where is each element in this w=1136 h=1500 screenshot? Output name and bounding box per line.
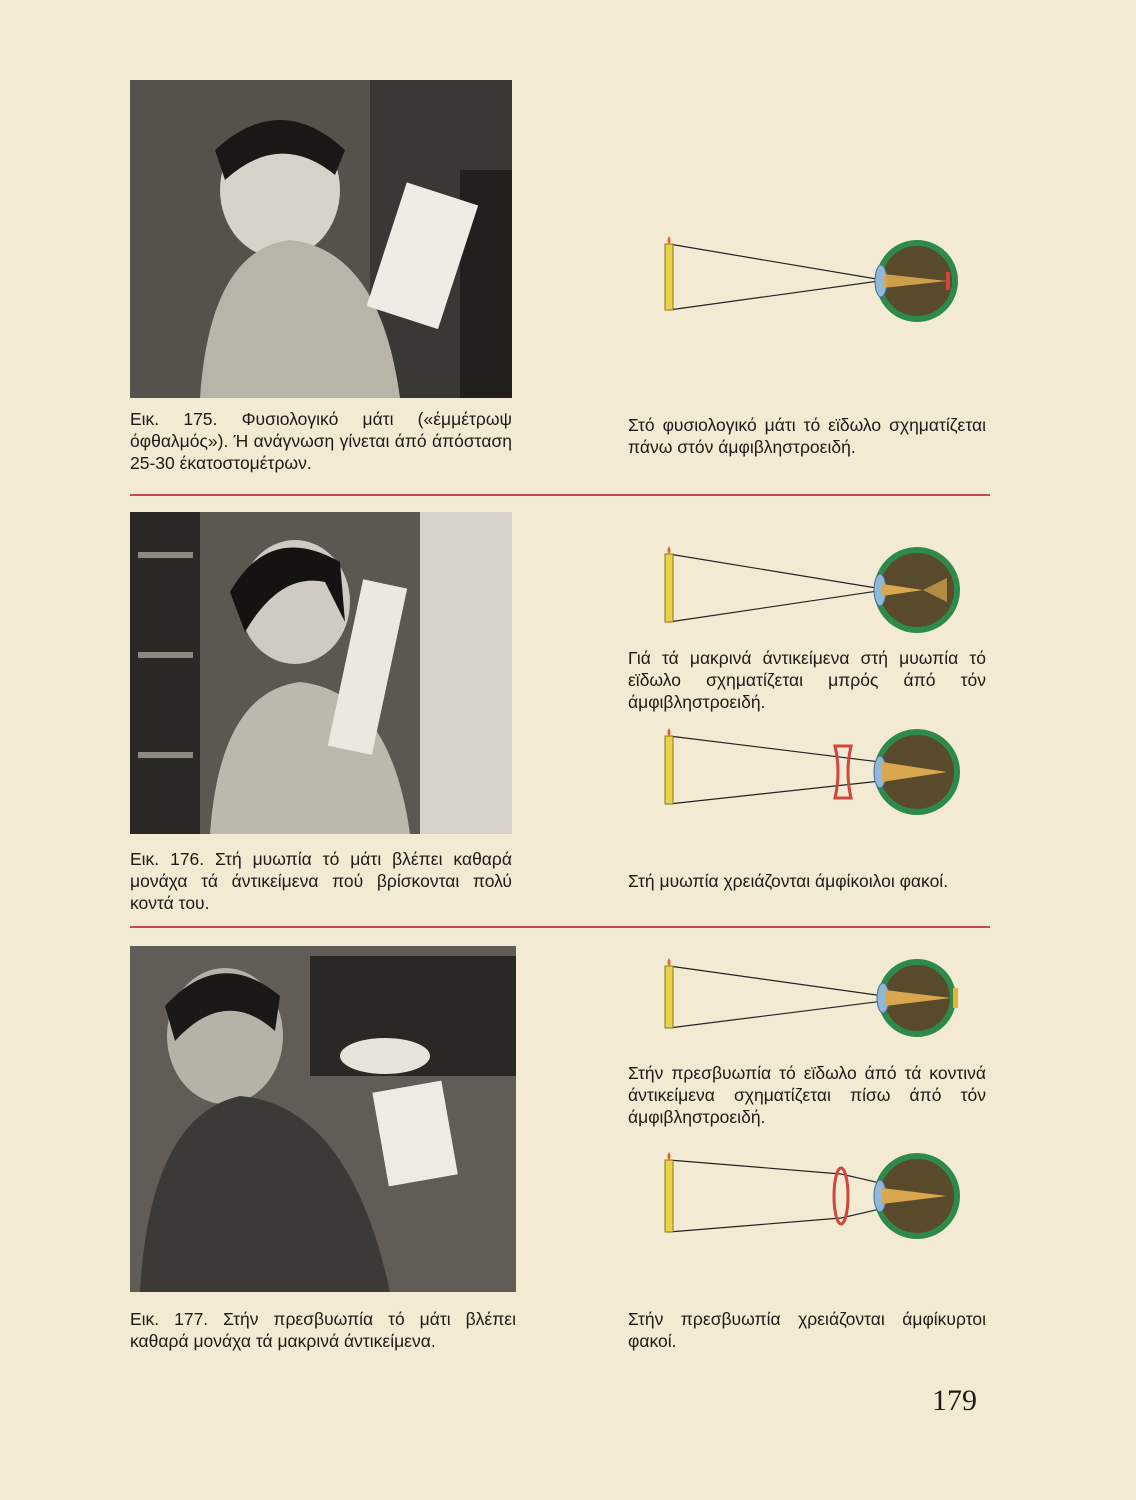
- figure-176-caption: Εικ. 176. Στή μυωπία τό μάτι βλέπει καθαρά μονάχα τά άντικείμενα πού βρίσκονται πολύ κοντά του.: [130, 849, 512, 913]
- diagram-convex-lens-caption: Στήν πρεσβυωπία χρειάζονται άμφίκυρτοι φακοί.: [628, 1309, 986, 1351]
- figure-177-caption: Εικ. 177. Στήν πρεσβυωπία τό μάτι βλέπει καθαρά μονάχα τά μακρινά άντικείμενα.: [130, 1309, 516, 1351]
- photo-woman-normal-vision: [130, 80, 512, 398]
- diagram-normal-eye-caption: Στό φυσιολογικό μάτι τό εϊδωλο σχηματίζεται πάνω στόν άμφιβληστροειδή.: [628, 415, 986, 457]
- diagram-presbyopia-convex-lens: [655, 1148, 965, 1244]
- diagram-normal-eye: [655, 234, 965, 326]
- photo-woman-myopia: [130, 512, 512, 834]
- section-divider-1: [130, 494, 990, 496]
- diagram-presbyopia-caption: Στήν πρεσβυωπία τό εϊδωλο άπό τά κοντινά άντικείμενα σχηματίζεται πίσω άπό τόν άμφιβληστροειδή.: [628, 1063, 986, 1127]
- diagram-presbyopia-eye: [655, 956, 965, 1042]
- photo-man-presbyopia: [130, 946, 516, 1292]
- diagram-myopia-concave-lens: [655, 724, 965, 820]
- page-number: 179: [932, 1384, 977, 1417]
- figure-175-caption: Εικ. 175. Φυσιολογικό μάτι («έμμέτρωψ όφθαλμός»). Ή ανάγνωση γίνεται άπό άπόσταση 25-30 έκατοστομέτρων.: [130, 409, 512, 473]
- diagram-myopia-caption: Γιά τά μακρινά άντικείμενα στή μυωπία τό εϊδωλο σχηματίζεται μπρός άπό τόν άμφιβληστροειδή.: [628, 648, 986, 712]
- section-divider-2: [130, 926, 990, 928]
- diagram-concave-lens-caption: Στή μυωπία χρειάζονται άμφίκοιλοι φακοί.: [628, 871, 949, 891]
- diagram-myopia-eye: [655, 542, 965, 638]
